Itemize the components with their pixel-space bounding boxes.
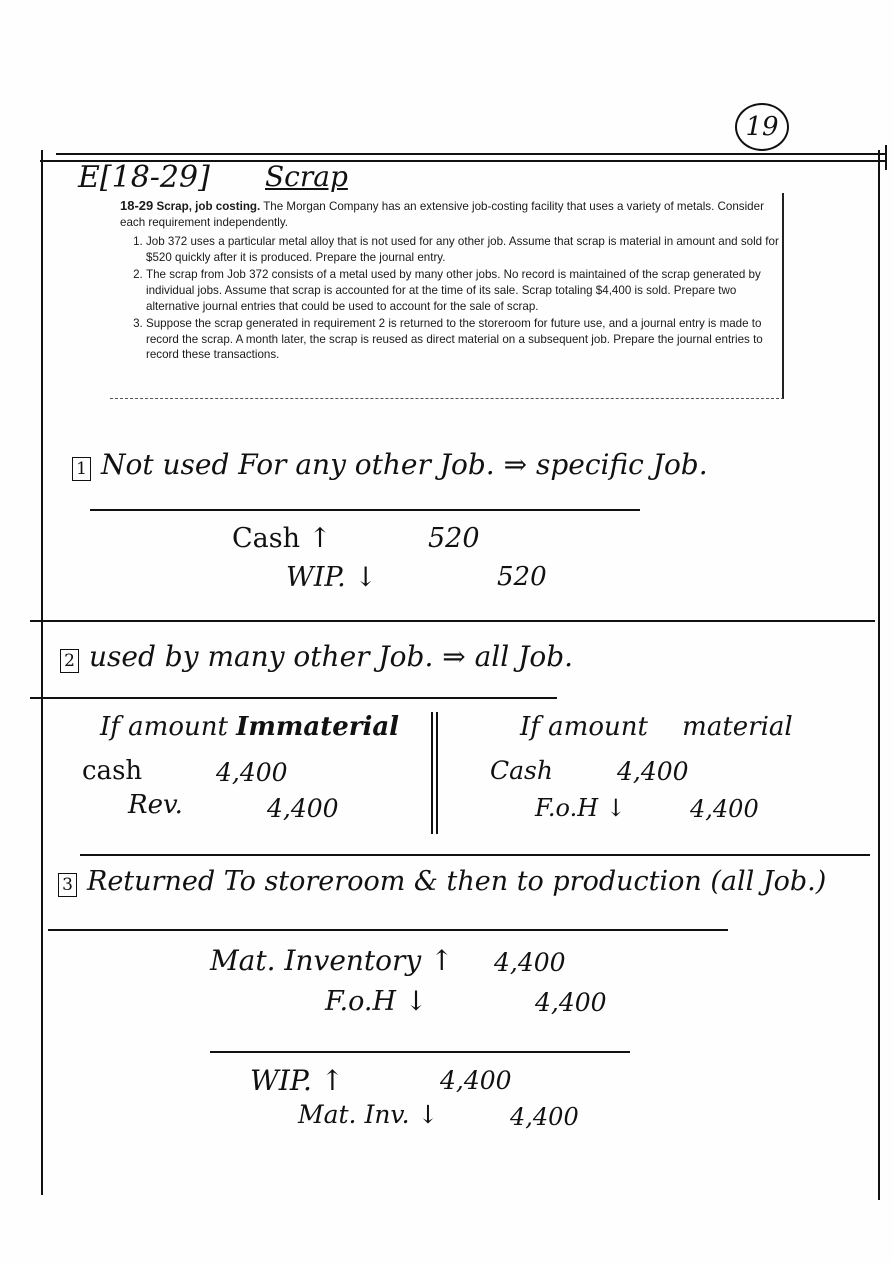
- frame-left-rule: [41, 150, 43, 1195]
- part2-column-divider: [431, 712, 433, 834]
- problem-item-1: 1. Job 372 uses a particular metal alloy that is not used for any other job. Assume that scrap is material in amount and sold for $520 quickly after it is produced. Prepare the journal entry.: [146, 234, 782, 265]
- part2-left-title-a: If amount: [100, 712, 228, 742]
- part3-entry2-credit-account: Mat. Inv. ↓: [298, 1100, 439, 1129]
- part1-credit-account: WIP. ↓: [286, 562, 377, 593]
- part2-left-debit-account: cash: [82, 756, 143, 786]
- part2-right-debit-account: Cash: [490, 756, 553, 785]
- part1-separator: [30, 620, 875, 622]
- exercise-code: E[18-29]: [78, 160, 210, 195]
- part2-separator: [80, 854, 870, 856]
- frame-right-rule: [878, 150, 880, 1200]
- part2-heading-row: [60, 640, 573, 673]
- part3-number: 3: [58, 873, 77, 897]
- part1-heading: Not used For any other Job. ⇒ specific Job.: [101, 448, 708, 481]
- problem-item-2: 2. The scrap from Job 372 consists of a metal used by many other jobs. No record is maintained of the scrap generated by individual jobs. Assume that scrap is accounted for at the time of its sale. Scrap totaling $4,400 is sold. Prepare two alternative journal entries that could be used to account for the sale of scrap.: [146, 267, 782, 314]
- part1-debit-account: Cash ↑: [232, 523, 332, 554]
- part3-entry1-debit-amount: 4,400: [494, 948, 566, 977]
- part3-entry2-credit-amount: 4,400: [510, 1103, 579, 1131]
- part2-right-debit-amount: 4,400: [617, 757, 689, 786]
- part2-left-title: [100, 712, 399, 742]
- part3-underline: [48, 929, 728, 931]
- part3-entry-separator: [210, 1051, 630, 1053]
- part1-heading-row: [72, 448, 708, 481]
- part2-right-title: [520, 712, 793, 742]
- part2-right-title-b: material: [682, 712, 793, 742]
- problem-intro: The Morgan Company has an extensive job-costing facility that uses a variety of metals. Consider each requirement independently.: [120, 200, 764, 229]
- part3-heading: Returned To storeroom & then to production (all Job.): [87, 866, 827, 897]
- part1-credit-amount: 520: [497, 562, 547, 592]
- page-number: [735, 103, 789, 151]
- part2-heading: used by many other Job. ⇒ all Job.: [89, 640, 574, 673]
- part2-right-credit-amount: 4,400: [690, 795, 759, 823]
- problem-item-3: 3. Suppose the scrap generated in requirement 2 is returned to the storeroom for future use, and a journal entry is made to record the scrap. A month later, the scrap is reused as direct material on a subsequent job. Prepare the journal entries to record these transactions.: [146, 316, 782, 363]
- problem-number: 18-29: [120, 198, 154, 213]
- part2-column-divider-2: [436, 712, 438, 834]
- part2-left-title-b: Immaterial: [236, 712, 400, 742]
- part2-right-title-a: If amount: [520, 712, 648, 742]
- problem-heading: Scrap, job costing.: [156, 200, 261, 213]
- part3-entry2-debit-amount: 4,400: [440, 1066, 512, 1095]
- part2-right-credit-account: F.o.H ↓: [535, 794, 626, 822]
- part3-entry1-credit-account: F.o.H ↓: [325, 986, 428, 1017]
- part3-entry1-credit-amount: 4,400: [535, 988, 607, 1017]
- part1-underline: [90, 509, 640, 511]
- page-number-text: 19: [745, 112, 779, 142]
- part2-number: 2: [60, 649, 79, 673]
- part2-left-credit-amount: 4,400: [267, 794, 339, 823]
- part2-left-debit-amount: 4,400: [216, 758, 288, 787]
- part3-entry2-debit-account: WIP. ↑: [250, 1064, 345, 1097]
- part3-heading-row: [58, 866, 826, 897]
- frame-top-rule: [56, 153, 886, 155]
- part1-number: 1: [72, 457, 91, 481]
- part2-left-credit-account: Rev.: [128, 790, 183, 820]
- exercise-topic: Scrap: [265, 160, 348, 193]
- part1-debit-amount: 520: [428, 523, 480, 554]
- problem-statement: [110, 193, 784, 399]
- part3-entry1-debit-account: Mat. Inventory ↑: [210, 944, 454, 977]
- problem-items: [110, 234, 782, 363]
- part2-underline: [30, 697, 557, 699]
- problem-intro-block: [110, 193, 782, 230]
- frame-right-rule-2: [885, 145, 887, 170]
